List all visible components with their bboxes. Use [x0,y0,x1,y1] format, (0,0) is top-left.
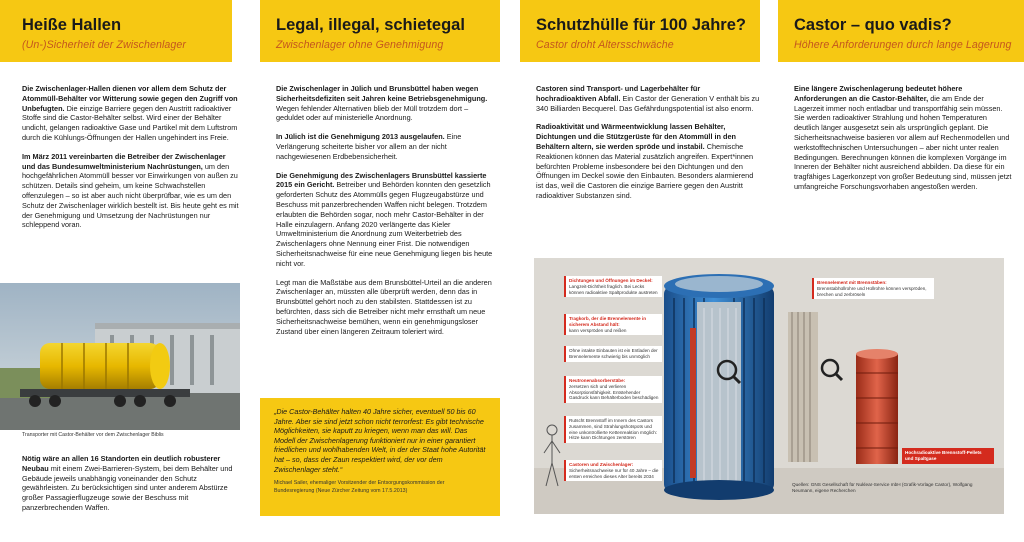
label-brennstoff: Rutscht Brennstoff im Innern des Castors zusammen, sind Strahlungshotspots und eine unkontrollierte Kettenreaktion möglich: Hitze kann Dichtungen zerstören [564,416,662,443]
paragraph: Nötig wäre an allen 16 Standorten ein deutlich robusterer Neubau mit einem Zwei-Barrieren-System, bei dem Behälter und Gebäude jeweils unabhängig voneinander den Schutz gewährleisten. Zu berücksichtigen sind unter anderem Abstürze großer Passagierflugzeuge sowie der Beschuss mit panzerbrechenden Waffen. [22,454,233,512]
label-brennelement: Brennelement mit Brennstäben: Brennstabhüllrohre und Hüllrohre können verspröden, brechen und zerbröseln [812,278,934,299]
castor-diagram [534,258,1004,514]
section-title: Castor – quo vadis? [794,16,952,34]
section-header [0,0,232,62]
quote-source: Michael Sailer, ehemaliger Vorsitzender der Entsorgungskommission der Bundesregierung (Neue Zürcher Zeitung vom 17.5.2013) [274,480,445,494]
quote-text: „Die Castor-Behälter halten 40 Jahre sicher, eventuell 50 bis 60 Jahre. Aber sie sind jetzt schon nicht terrorfest: Es gibt technische Möglichkeiten, sie kaputt zu kriegen, wenn man das will. Das Modell der Zwischenlagerung funktioniert nur in einer garantiert friedlichen und wohlhabenden Welt, in der der Staat hohe Autorität hat – so, dass der Zaun respektiert wird, der vor dem Zwischenlager steht.“ [274,407,486,474]
paragraph: Eine längere Zwischenlagerung bedeutet höhere Anforderungen an die Castor-Behälter, die am Ende der Lagerzeit immer noch entladbar und transportfähig sein müssen. Sie werden radioaktiver Strahlung und hohen Temperaturen deutlich länger ausgesetzt sein als ursprünglich geplant. Die Sicherheitsnachweise basieren vor allem auf Rechenmodellen und werkstofftechnischen Untersuchungen – aber nicht unter realen Bedingungen. Berechnungen können die komplexen Vorgänge im Inneren der Behälter nicht ausreichend abbilden. Da diese für ein tragfähiges Lagerkonzept von großer Bedeutung sind, müssen jetzt umfangreiche Forschungsvorhaben angestoßen werden. [794,84,1012,191]
label-dichtungen: Dichtungen und Öffnungen im Deckel: Langzeit-Dichtheit fraglich. Bei Lecks können radioaktive Spaltprodukte austreten [564,276,662,297]
paragraph: Die Zwischenlager-Hallen dienen vor allem dem Schutz der Atommüll-Behälter vor Witterung sowie gegen den Zugriff von Unbefugten. Die einzige Barriere gegen den Austritt radioaktiver Stoffe sind die Castor-Behälter selbst. Wird einer der Behälter undicht, gelangen radioaktive Gase und Partikel mit dem Luftstrom durch die Kühlungs-Öffnungen der Hallen ungehindert ins Freie. [22,84,238,142]
section-body [520,62,760,201]
section-title: Schutzhülle für 100 Jahre? [536,16,746,34]
section-subtitle: Zwischenlager ohne Genehmigung [276,39,444,51]
paragraph: In Jülich ist die Genehmigung 2013 ausgelaufen. Eine Verlängerung scheiterte bisher vor allem an der nicht nachgewiesenen Erdbebensicherheit. [276,132,462,161]
section-header [520,0,760,62]
label-tragkorb: Tragkorb, der die Brennelemente in sicherem Abstand hält: kann verspröden und reißen [564,314,662,335]
section-body [778,62,1024,192]
section-body [260,62,500,336]
section-header [260,0,500,62]
diagram-source: Quellen: GNS Gesellschaft für Nuklear-Service mbH (Grafik-Vorlage Castor), Wolfgang Neumann, eigene Recherchen [792,482,973,494]
section-subtitle: Höhere Anforderungen durch lange Lagerung [794,39,1012,51]
paragraph: Die Genehmigung des Zwischenlagers Brunsbüttel kassierte 2015 ein Gericht. Betreiber und Behörden konnten den gesetzlich geforderten Schutz des Atommülls gegen Flugzeugabstürze und Beschuss mit panzerbrechenden Waffen nicht belegen. Trotzdem erlaubten die Behörden sogar, noch mehr Castor-Behälter in der Halle einzulagern. Anfang 2020 verlängerte das Kieler Umweltministerium die Anordnung zum Weiterbetrieb des Zwischenlagers ohne Nennung einer Frist. Die notwendigen Sicherheitsnachweise für eine neue Genehmigung liegen bis heute nicht vor. [276,170,493,268]
label-neutronenabsorber: Neutronenabsorberstäbe: zersetzen sich und verlieren Absorptionsfähigkeit. Entstehender Gasdruck kann Behälterboden beschädigen [564,376,662,403]
label-pellets: Hochradioaktive Brennstoff-Pellets und Spaltgase [902,448,994,464]
castor-transport-photo [0,283,240,430]
section-title: Legal, illegal, schietegal [276,16,465,34]
paragraph: Castoren sind Transport- und Lagerbehälter für hochradioaktiven Abfall. Ein Castor der Generation V enthält bis zu 340 Billiarden Becquerel. Das Gefährdungspotential ist also enorm. [536,84,760,113]
photo-caption: Transporter mit Castor-Behälter vor dem Zwischenlager Biblis [22,432,164,438]
paragraph: Im März 2011 vereinbarten die Betreiber der Zwischenlager und das Bundesumweltministerium Nachrüstungen, um den hochgefährlichen Atommüll besser vor Einwirkungen von außen zu schützen. Details sind geheim, um keine Schwachstellen offenzulegen – so ist aber auch nicht überprüfbar, wie es um den Schutz der Zwischenlager wirklich bestellt ist. Bis heute geht es mit der Genehmigung und Umsetzung der Nachrüstungen nur schleppend voran. [22,151,239,230]
paragraph: Die Zwischenlager in Jülich und Brunsbüttel haben wegen Sicherheitsdefiziten seit Jahren keine Betriebsgenehmigung. Wegen fehlender Alternativen blieb der Müll trotzdem dort – geduldet oder auf ministerielle Anordnung. [276,84,488,123]
paragraph: Legt man die Maßstäbe aus dem Brunsbüttel-Urteil an die anderen Zwischenlager an, müssten alle überprüft werden, denn das in Brunsbüttel gehört noch zu den stabilsten. Stattdessen ist zu befürchten, dass sich die Betreiber nicht mehr ernsthaft um neue Sicherheitsnachweise bemühen, wenn ein genehmigungsloser Zustand über einen längeren Zeitraum toleriert wird. [276,277,492,336]
section-subtitle: Castor droht Altersschwäche [536,39,674,51]
section-header [778,0,1024,62]
quote-box [260,398,500,516]
section-subtitle: (Un-)Sicherheit der Zwischenlager [22,39,187,51]
section-title: Heiße Hallen [22,16,122,34]
label-castoren-zwischenlager: Castoren und Zwischenlager: Sicherheitsnachweise nur für 40 Jahre – die ersten erreichen dieses Alter bereits 2034 [564,460,662,481]
section-body-bottom [0,454,240,522]
label-einbauten: Ohne intakte Einbauten ist ein Entladen der Brennelemente schwierig bis unmöglich [564,346,662,362]
section-body [0,62,240,230]
paragraph: Radioaktivität und Wärmeentwicklung lassen Behälter, Dichtungen und die Stützgerüste für den Atommüll in den Behältern altern, sie werden spröde und instabil. Chemische Reaktionen können das Material zusätzlich angreifen. Expert*innen befürchten Probleme insbesondere bei den Dichtungen und den Öffnungen im Deckel sowie den Einbauten. Besonders alarmierend ist das, weil die Castoren die einzige Barriere gegen den Austritt radioaktiver Substanzen sind. [536,122,754,200]
